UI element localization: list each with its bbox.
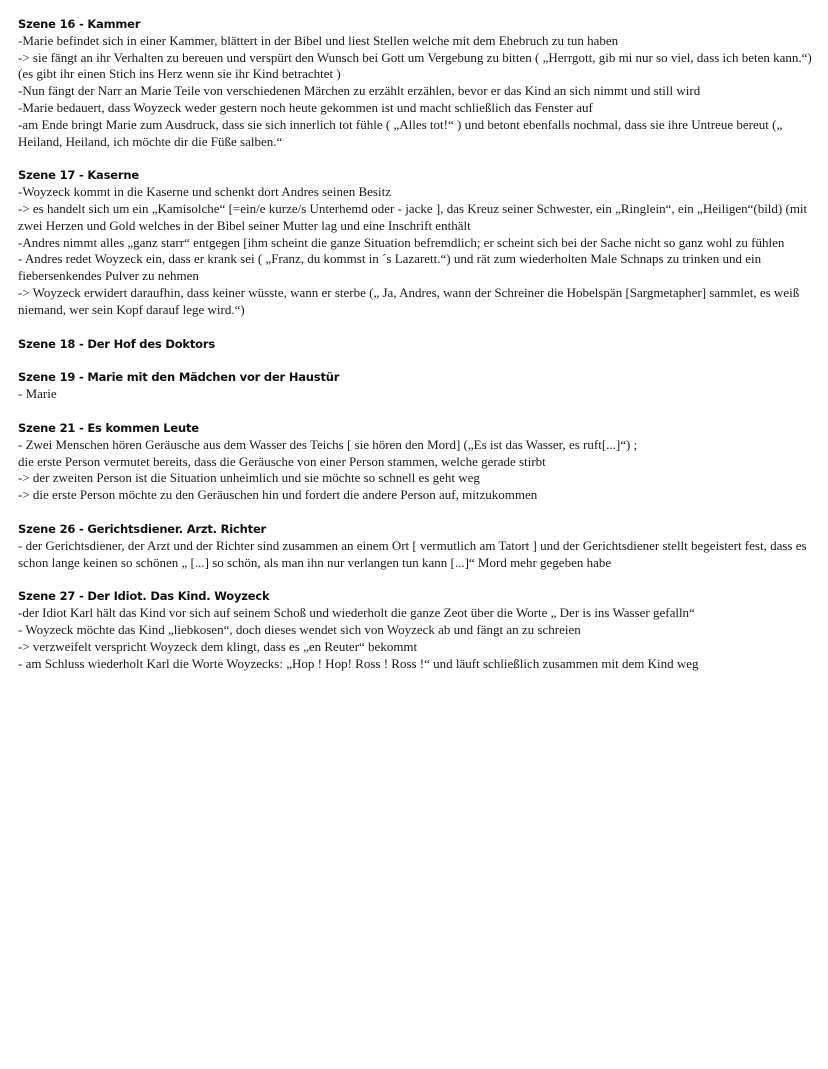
scene-27-line-1: -der Idiot Karl hält das Kind vor sich auf seinem Schoß und wiederholt die ganze Zeot über die Worte „ Der is ins Wasser gefalln“ — [18, 605, 695, 621]
scene-27-section — [18, 588, 814, 672]
scene-21-line-1: - Zwei Menschen hören Geräusche aus dem Wasser des Teichs [ sie hören den Mord] („Es ist das Wasser, es ruft[...]“) ; — [18, 436, 638, 452]
scene-17-line-5: -> Woyzeck erwidert daraufhin, dass keiner wüsste, wann er sterbe („ Ja, Andres, wann der Schreiner die Hobelspän [Sargmetapher] sammlet, es weiß niemand, wer sein Kopf darauf lege wird.“) — [18, 284, 800, 317]
scene-16-line-1: -Marie befindet sich in einer Kammer, blättert in der Bibel und liest Stellen welche mit dem Ehebruch zu tun haben — [18, 32, 619, 48]
scene-27-line-4: - am Schluss wiederholt Karl die Worte Woyzecks: „Hop ! Hop! Ross ! Ross !“ und läuft schließlich zusammen mit dem Kind weg — [18, 655, 699, 671]
scene-17-section — [18, 167, 814, 318]
scene-26-heading: Szene 26 - Gerichtsdiener. Arzt. Richter — [18, 521, 267, 536]
scene-16-line-4: -Marie bedauert, dass Woyzeck weder gestern noch heute gekommen ist und macht schließlich das Fenster auf — [18, 99, 593, 115]
scene-18-heading: Szene 18 - Der Hof des Doktors — [18, 336, 215, 351]
scene-26-section — [18, 521, 814, 571]
scene-21-line-2: die erste Person vermutet bereits, dass die Geräusche von einer Person stammen, welche gerade stirbt — [18, 453, 546, 469]
scene-21-heading: Szene 21 - Es kommen Leute — [18, 420, 199, 435]
scene-27-line-3: -> verzweifelt verspricht Woyzeck dem klingt, dass es „en Reuter“ bekommt — [18, 638, 418, 654]
scene-17-line-2: -> es handelt sich um ein „Kamisolche“ [=ein/e kurze/s Unterhemd oder - jacke ], das Kreuz seiner Schwester, ein „Ringlein“, ein „Heiligen“(bild) (mit zwei Herzen und Gold welches in der Bibel seiner Mutter lag und eine Inschrift enthält — [18, 200, 808, 233]
document-page — [18, 16, 814, 689]
scene-26-line-1: - der Gerichtsdiener, der Arzt und der Richter sind zusammen an einem Ort [ vermutlich am Tatort ] und der Gerichtsdiener stellt begeistert fest, dass es schon lange keinen so schönen „ [...] so schön, als man ihn nur verlangen tun kann [...]“ Mord mehr gegeben habe — [18, 537, 807, 570]
scene-17-line-4: - Andres redet Woyzeck ein, dass er krank sei ( „Franz, du kommst in ´s Lazarett.“) und rät zum wiederholten Male Schnaps zu trinken und ein fiebersenkendes Pulver zu nehmen — [18, 251, 762, 284]
scene-17-line-3: -Andres nimmt alles „ganz starr“ entgegen [ihm scheint die ganze Situation befremdlich; er scheint sich bei der Sache nicht so ganz wohl zu fühlen — [18, 234, 785, 250]
scene-21-line-3: -> der zweiten Person ist die Situation unheimlich und sie möchte so schnell es geht weg — [18, 470, 480, 486]
scene-17-line-1: -Woyzeck kommt in die Kaserne und schenkt dort Andres seinen Besitz — [18, 184, 391, 200]
scene-16-heading: Szene 16 - Kammer — [18, 17, 141, 31]
scene-16-line-2: -> sie fängt an ihr Verhalten zu bereuen und verspürt den Wunsch bei Gott um Vergebung zu bitten ( „Herrgott, gib mi nur so viel, dass ich beten kann.“) (es gibt ihr einen Stich ins Herz wenn sie ihr Kind betrachtet ) — [18, 49, 812, 82]
scene-16-line-5: -am Ende bringt Marie zum Ausdruck, dass sie sich innerlich tot fühle ( „Alles tot!“ ) und betont ebenfalls nochmal, dass sie ihre Untreue bereut („ Heiland, Heiland, ich möchte dir die Füße salben.“ — [18, 116, 783, 149]
scene-16-line-3: -Nun fängt der Narr an Marie Teile von verschiedenen Märchen zu erzählt erzählen, bevor er das Kind an sich nimmt und still wird — [18, 83, 701, 99]
scene-17-heading: Szene 17 - Kaserne — [18, 168, 139, 183]
scene-19-heading: Szene 19 - Marie mit den Mädchen vor der Haustür — [18, 370, 340, 385]
scene-27-line-2: - Woyzeck möchte das Kind „liebkosen“, doch dieses wendet sich von Woyzeck ab und fängt an zu schreien — [18, 621, 581, 637]
scene-21-line-4: -> die erste Person möchte zu den Geräuschen hin und fordert die andere Person auf, mitzukommen — [18, 487, 538, 503]
scene-21-section — [18, 420, 814, 504]
scene-19-section — [18, 369, 814, 403]
scene-27-heading: Szene 27 - Der Idiot. Das Kind. Woyzeck — [18, 589, 270, 604]
scene-19-line-1: - Marie — [18, 386, 57, 402]
scene-18-section — [18, 336, 814, 353]
scene-16-section — [18, 16, 814, 150]
